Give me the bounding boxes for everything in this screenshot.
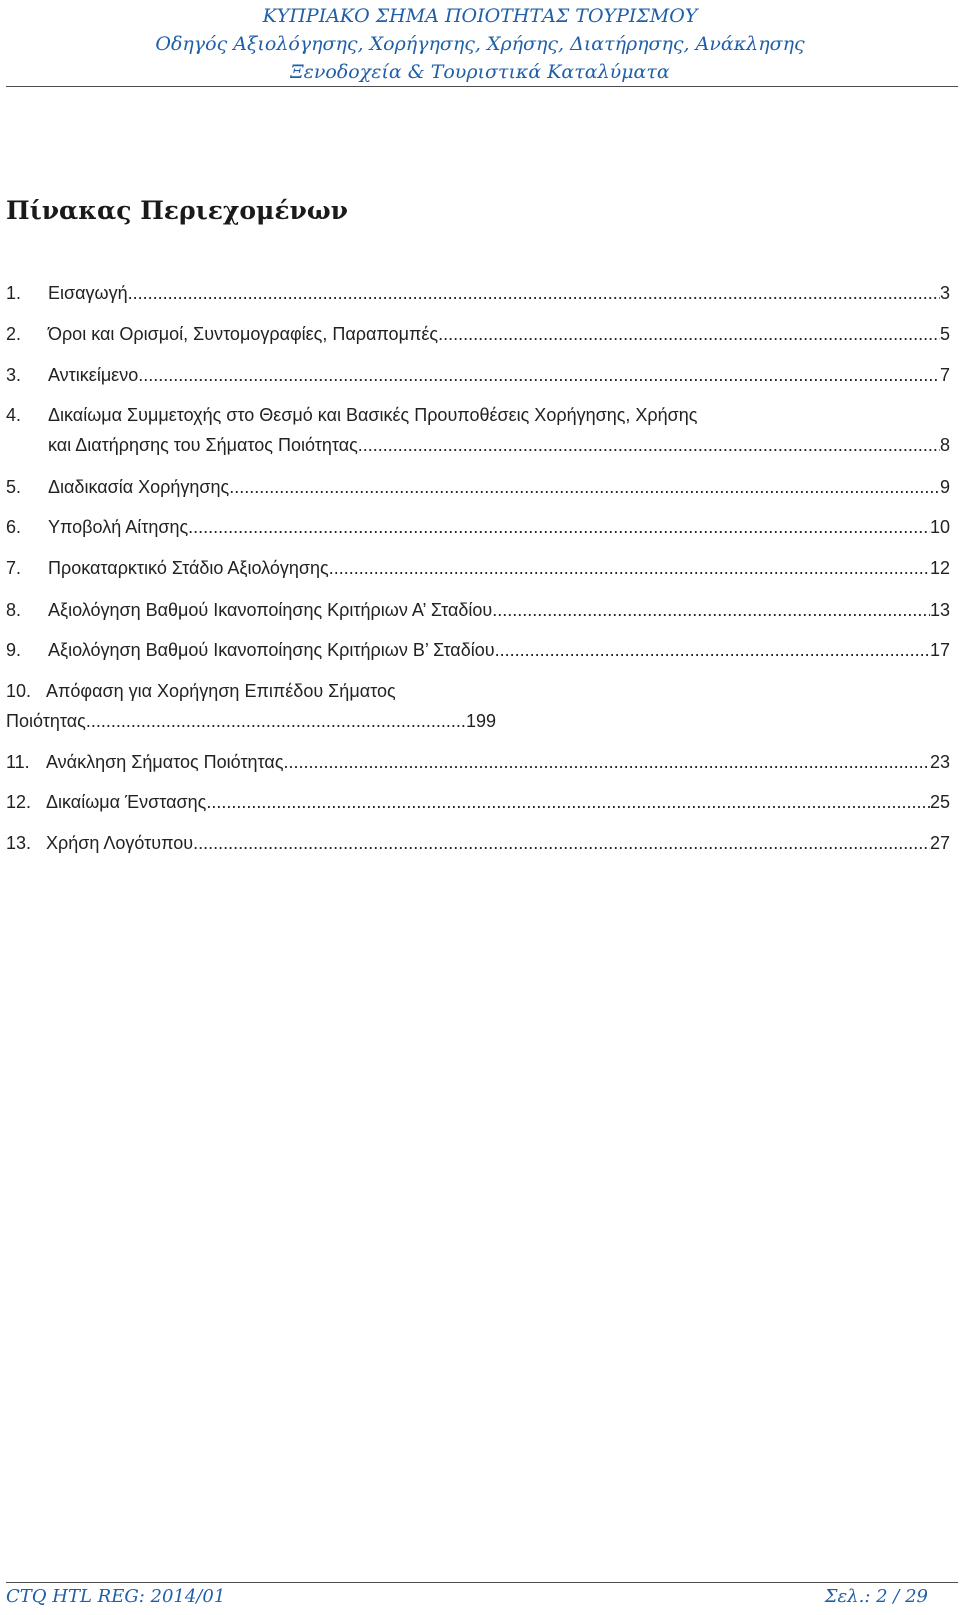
toc-entry-page: 3 [939,283,950,303]
toc-title: Πίνακας Περιεχομένων [6,196,349,225]
toc-entry-page: 12 [929,558,950,578]
toc-entry-1[interactable] [6,283,950,309]
page-value: 2 / 29 [876,1586,928,1607]
toc-dot-leader [193,517,930,538]
toc-entry-text: Αξιολόγηση Βαθμού Ικανοποίησης Κριτήριων Α’ Σταδίου [48,600,493,620]
toc-entry-2[interactable] [6,324,950,350]
toc-entry-13[interactable] [6,833,950,859]
toc-entry-page: 27 [929,833,950,853]
header-category: Ξενοδοχεία & Τουριστικά Καταλύματα [290,61,670,83]
toc-entry-number: 1. [6,283,22,303]
toc-dot-leader [206,792,930,813]
toc-entry-6[interactable] [6,517,950,543]
toc-dot-leader [229,477,940,498]
toc-entry-number: 6. [6,517,22,537]
page-number [825,1586,928,1607]
document-header [0,2,960,86]
toc-entry-12[interactable] [6,792,950,818]
toc-entry-text: Υποβολή Αίτησης. [48,517,194,537]
toc-entry-10-continued[interactable] [6,711,496,737]
header-divider [6,86,958,87]
toc-entry-text-continued: και Διατήρησης του Σήματος Ποιότητας [48,435,358,455]
toc-entry-3[interactable] [6,365,950,391]
toc-entry-number: 13. [6,833,32,853]
toc-dot-leader [284,752,930,773]
toc-entry-10[interactable] [6,681,396,707]
toc-dot-leader [86,711,466,732]
toc-entry-number: 4. [6,405,22,425]
toc-dot-leader [492,600,930,621]
toc-entry-text: Αντικείμενο [48,365,139,385]
toc-entry-text: Προκαταρκτικό Στάδιο Αξιολόγησης [48,558,329,578]
toc-entry-page: 199 [465,711,496,731]
toc-dot-leader [329,558,930,579]
toc-entry-page: 23 [929,752,950,772]
toc-entry-text: Εισαγωγή [48,283,128,303]
toc-entry-text: Απόφαση για Χορήγηση Επιπέδου Σήματος [46,681,396,701]
toc-entry-text: Διαδικασία Χορήγησης [48,477,230,497]
toc-entry-11[interactable] [6,752,950,778]
toc-dot-leader [138,365,940,386]
toc-entry-page: 8 [939,435,950,455]
toc-entry-text: Όροι και Ορισμοί, Συντομογραφίες, Παραπομπές [48,324,439,344]
toc-entry-number: 12. [6,792,32,812]
toc-entry-4[interactable] [6,405,697,431]
toc-entry-text: Χρήση Λογότυπου [46,833,194,853]
toc-entry-7[interactable] [6,558,950,584]
toc-entry-8[interactable] [6,600,950,626]
toc-entry-page: 5 [939,324,950,344]
toc-entry-number: 5. [6,477,22,497]
toc-entry-page: 9 [939,477,950,497]
toc-entry-text: Δικαίωμα Συμμετοχής στο Θεσμό και Βασικές Προυποθέσεις Χορήγησης, Χρήσης [48,405,698,425]
toc-dot-leader [128,283,940,304]
toc-entry-number: 9. [6,640,22,660]
toc-entry-page: 17 [929,640,950,660]
toc-dot-leader [438,324,940,345]
page-label: Σελ.: [824,1586,871,1607]
toc-entry-number: 8. [6,600,22,620]
toc-entry-number: 10. [6,681,32,701]
toc-entry-page: 25 [929,792,950,812]
toc-entry-page: 13 [929,600,950,620]
toc-entry-text: Ανάκληση Σήματος Ποιότητας [46,752,284,772]
toc-entry-4-continued[interactable] [6,435,950,461]
toc-entry-text-continued: Ποιότητας [6,711,86,731]
document-code: CTQ HTL REG: 2014/01 [6,1586,226,1607]
toc-entry-number: 3. [6,365,22,385]
toc-entry-number: 2. [6,324,22,344]
toc-entry-page: 7 [939,365,950,385]
document-footer [6,1586,928,1607]
footer-divider [6,1582,958,1583]
toc-entry-number: 7. [6,558,22,578]
toc-entry-5[interactable] [6,477,950,503]
toc-entry-9[interactable] [6,640,950,666]
toc-dot-leader [358,435,940,456]
toc-entry-number: 11. [6,752,30,772]
toc-dot-leader [193,833,930,854]
header-title: ΚΥΠΡΙΑΚΟ ΣΗΜΑ ΠΟΙΟΤΗΤΑΣ ΤΟΥΡΙΣΜΟΥ [262,5,698,27]
toc-entry-text: Δικαίωμα Ένστασης [46,792,207,812]
toc-dot-leader [495,640,930,661]
toc-entry-text: Αξιολόγηση Βαθμού Ικανοποίησης Κριτήριων Β’ Σταδίου [48,640,495,660]
toc-entry-page: 10 [929,517,950,537]
header-subtitle: Οδηγός Αξιολόγησης, Χορήγησης, Χρήσης, Διατήρησης, Ανάκλησης [155,33,805,55]
